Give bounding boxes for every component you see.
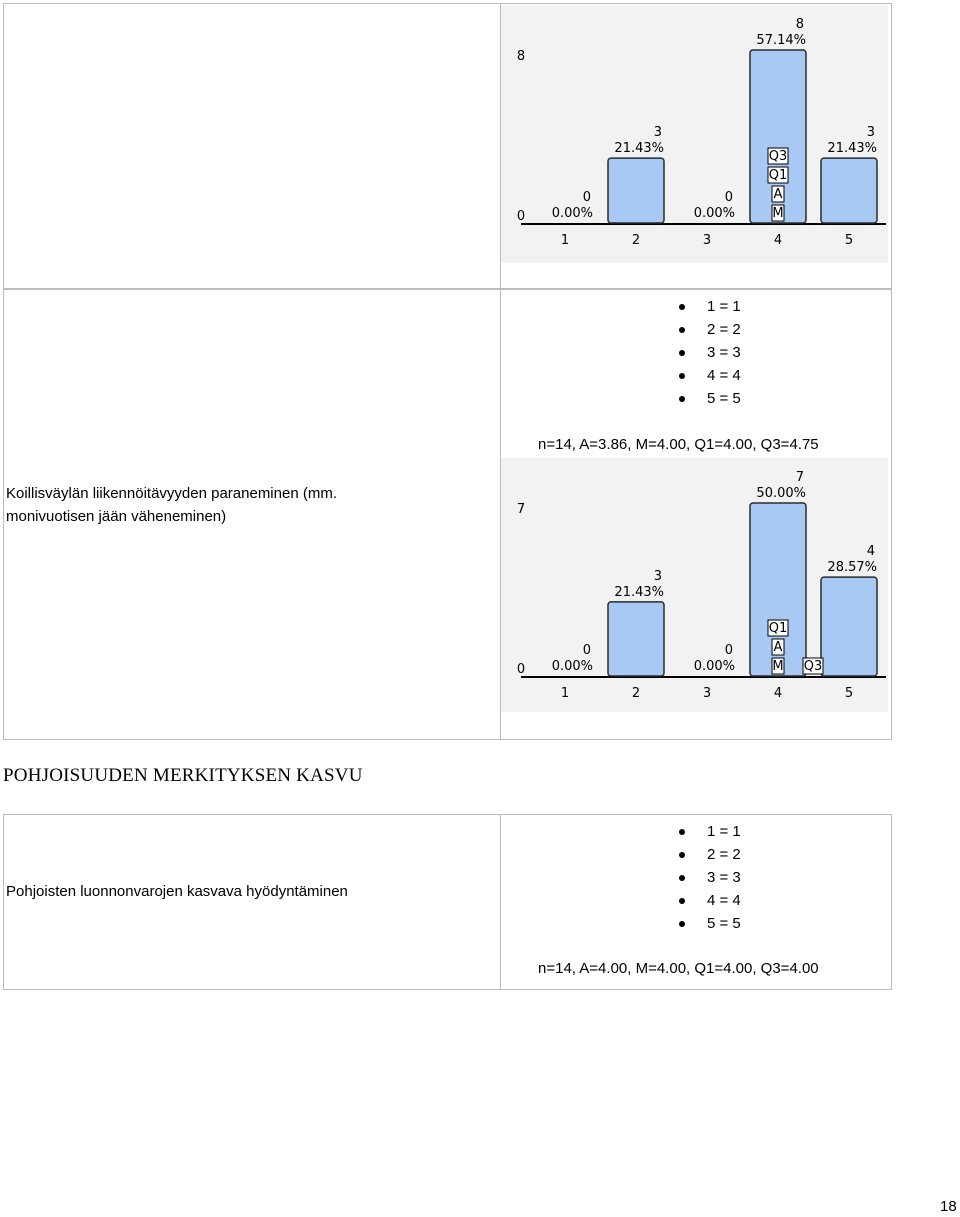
stats-summary: n=14, A=3.86, M=4.00, Q1=4.00, Q3=4.75 <box>538 436 819 453</box>
y-tick-label: 0 <box>516 209 526 224</box>
stats-summary: n=14, A=4.00, M=4.00, Q1=4.00, Q3=4.00 <box>538 960 819 977</box>
list-item: 4 = 4 <box>675 889 741 912</box>
data-label-percent: 50.00% <box>756 486 806 501</box>
data-label-percent: 0.00% <box>693 659 735 674</box>
y-tick-label: 0 <box>516 662 526 677</box>
stat-marker-label: Q1 <box>768 168 788 183</box>
x-tick-label: 4 <box>773 686 783 701</box>
list-item: 1 = 1 <box>675 295 741 318</box>
data-label-percent: 21.43% <box>614 141 664 157</box>
x-tick-label: 1 <box>560 233 570 248</box>
page-number: 18 <box>940 1198 957 1215</box>
stat-marker-label: M <box>772 659 784 674</box>
data-label-percent: 0.00% <box>551 659 593 674</box>
bar-chart-1 <box>501 5 888 263</box>
x-tick-label: 3 <box>702 686 712 701</box>
data-label-count: 0 <box>724 643 733 658</box>
list-item: 4 = 4 <box>675 364 741 387</box>
data-label-count: 0 <box>724 190 733 205</box>
x-tick-label: 5 <box>844 686 854 701</box>
stat-marker-label: Q3 <box>803 659 823 674</box>
bar <box>821 158 877 223</box>
data-label-percent: 21.43% <box>614 584 664 600</box>
data-label-percent: 57.14% <box>756 33 806 48</box>
data-label-count: 0 <box>582 190 591 205</box>
bar-chart-2 <box>501 458 888 712</box>
list-item: 3 = 3 <box>675 866 741 889</box>
data-label-percent: 0.00% <box>551 206 593 221</box>
list-item: 2 = 2 <box>675 843 741 866</box>
list-item: 2 = 2 <box>675 318 741 341</box>
list-item: 5 = 5 <box>675 387 741 410</box>
data-label-count: 8 <box>795 17 804 32</box>
list-item: 5 = 5 <box>675 912 741 935</box>
list-item: 3 = 3 <box>675 341 741 364</box>
data-label-percent: 21.43% <box>827 141 877 157</box>
data-label-count: 0 <box>582 643 591 658</box>
data-label-percent: 0.00% <box>693 206 735 221</box>
list-item: 1 = 1 <box>675 820 741 843</box>
question-text: Pohjoisten luonnonvarojen kasvava hyödyntäminen <box>6 883 348 900</box>
stat-marker-label: A <box>773 187 783 202</box>
bar <box>821 577 877 676</box>
data-label-count: 4 <box>866 544 875 560</box>
x-tick-label: 4 <box>773 233 783 248</box>
x-tick-label: 2 <box>631 233 641 248</box>
section-title: POHJOISUUDEN MERKITYKSEN KASVU <box>3 765 363 786</box>
options-list <box>675 820 741 935</box>
data-label-count: 3 <box>653 568 662 584</box>
question-text: Koillisväylän liikennöitävyyden paraneminen (mm. monivuotisen jään väheneminen) <box>6 485 337 525</box>
stat-marker-label: M <box>772 206 784 221</box>
x-tick-label: 1 <box>560 686 570 701</box>
y-tick-label: 8 <box>516 49 526 64</box>
chart-svg <box>501 458 888 712</box>
data-label-percent: 28.57% <box>827 560 877 576</box>
y-tick-label: 7 <box>516 502 526 517</box>
data-label-count: 3 <box>653 125 662 141</box>
chart-svg <box>501 5 888 263</box>
x-tick-label: 5 <box>844 233 854 248</box>
bar <box>608 158 664 223</box>
x-tick-label: 3 <box>702 233 712 248</box>
x-tick-label: 2 <box>631 686 641 701</box>
data-label-count: 3 <box>866 125 875 141</box>
stat-marker-label: A <box>773 640 783 655</box>
stat-marker-label: Q1 <box>768 621 788 636</box>
stat-marker-label: Q3 <box>768 149 788 164</box>
data-label-count: 7 <box>795 470 804 485</box>
bar <box>608 602 664 676</box>
question-cell <box>4 4 501 288</box>
options-list <box>675 295 741 410</box>
